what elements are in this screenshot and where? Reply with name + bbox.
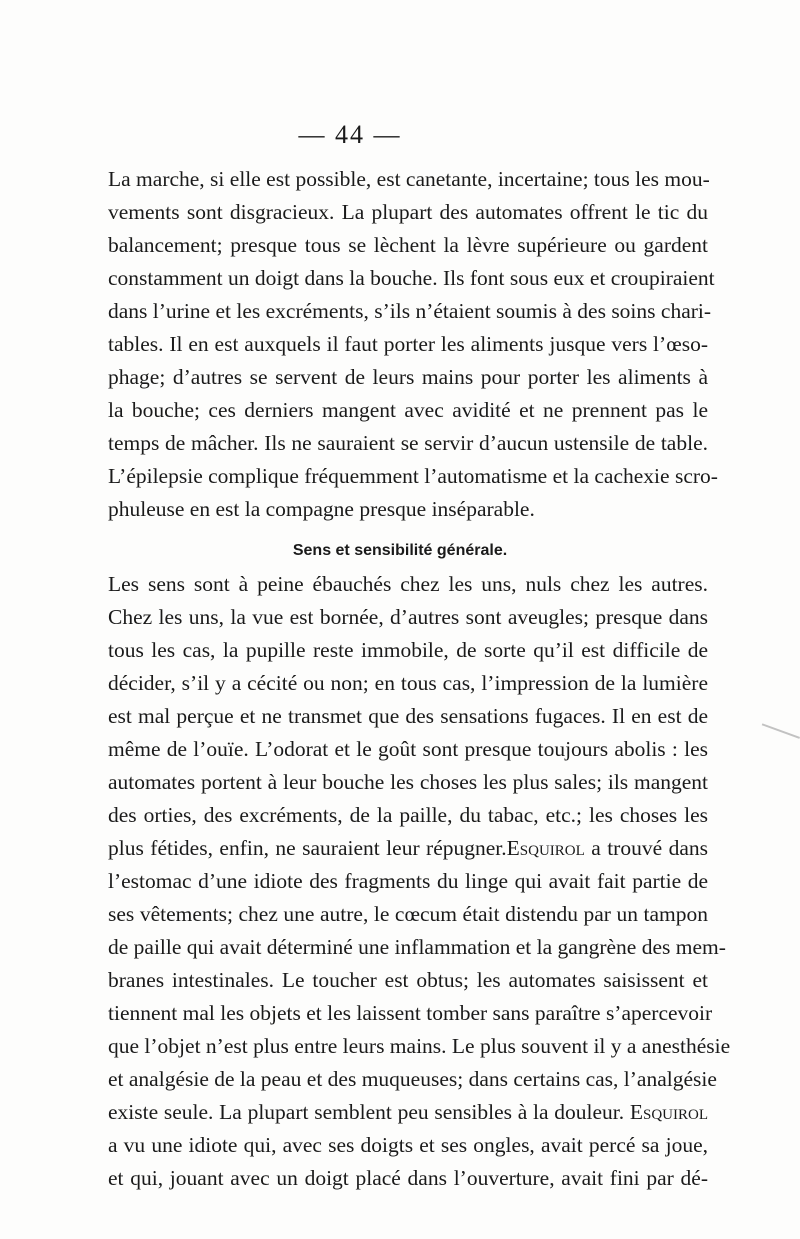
text-line: décider, s’il y a cécité ou non; en tous cas, l’impression de la lumière	[108, 671, 708, 695]
text-line: phage; d’autres se servent de leurs mains pour porter les aliments à	[108, 365, 708, 389]
text-line: a vu une idiote qui, avec ses doigts et ses ongles, avait percé sa joue,	[108, 1133, 708, 1157]
text-line: L’épilepsie complique fréquemment l’automatisme et la cachexie scro-	[108, 464, 718, 488]
text-line: vements sont disgracieux. La plupart des automates offrent le tic du	[108, 200, 708, 224]
text-span: existe seule. La plupart semblent peu sensibles à la douleur.	[108, 1100, 630, 1124]
text-line: tiennent mal les objets et les laissent tomber sans paraître s’apercevoir	[108, 1001, 713, 1025]
text-line: de paille qui avait déterminé une inflammation et la gangrène des mem-	[108, 935, 726, 959]
text-line: phuleuse en est la compagne presque inséparable.	[108, 497, 535, 521]
text-line: Chez les uns, la vue est bornée, d’autres sont aveugles; presque dans	[108, 605, 708, 629]
page-edge-mark	[751, 723, 800, 767]
text-line: balancement; presque tous se lèchent la lèvre supérieure ou gardent	[108, 233, 708, 257]
text-line: et analgésie de la peau et des muqueuses; dans certains cas, l’analgésie	[108, 1067, 717, 1091]
text-line: des orties, des excréments, de la paille, du tabac, etc.; les choses les	[108, 803, 708, 827]
text-line: temps de mâcher. Ils ne sauraient se servir d’aucun ustensile de table.	[108, 431, 708, 455]
text-line: tous les cas, la pupille reste immobile, de sorte qu’il est difficile de	[108, 638, 708, 662]
text-line: La marche, si elle est possible, est canetante, incertaine; tous les mou-	[108, 167, 710, 191]
text-line: Les sens sont à peine ébauchés chez les uns, nuls chez les autres.	[108, 572, 708, 596]
text-line: est mal perçue et ne transmet que des sensations fugaces. Il en est de	[108, 704, 708, 728]
text-span: a trouvé dans	[584, 836, 708, 860]
text-line: dans l’urine et les excréments, s’ils n’étaient soumis à des soins chari-	[108, 299, 712, 323]
text-span: plus fétides, enfin, ne sauraient leur répugner.	[108, 836, 507, 860]
page-number: — 44 —	[298, 120, 402, 149]
text-line: ses vêtements; chez une autre, le cœcum était distendu par un tampon	[108, 902, 708, 926]
text-line: l’estomac d’une idiote des fragments du linge qui avait fait partie de	[108, 869, 708, 893]
text-line: et qui, jouant avec un doigt placé dans l’ouverture, avait fini par dé-	[108, 1166, 708, 1190]
text-line-with-author	[108, 832, 708, 864]
text-line: même de l’ouïe. L’odorat et le goût sont presque toujours abolis : les	[108, 737, 708, 761]
text-line: tables. Il en est auxquels il faut porter les aliments jusque vers l’œso-	[108, 332, 708, 356]
author-name: Esquirol	[506, 836, 585, 860]
text-line: la bouche; ces derniers mangent avec avidité et ne prennent pas le	[108, 398, 708, 422]
section-heading: Sens et sensibilité générale.	[292, 542, 508, 559]
text-line: constamment un doigt dans la bouche. Ils font sous eux et croupiraient	[108, 266, 715, 290]
text-line: que l’objet n’est plus entre leurs mains. Le plus souvent il y a anesthésie	[108, 1034, 731, 1058]
author-name: Esquirol	[629, 1100, 708, 1124]
text-line-with-author	[108, 1096, 708, 1128]
text-line: branes intestinales. Le toucher est obtus; les automates saisissent et	[108, 968, 708, 992]
text-line: automates portent à leur bouche les choses les plus sales; ils mangent	[108, 770, 708, 794]
